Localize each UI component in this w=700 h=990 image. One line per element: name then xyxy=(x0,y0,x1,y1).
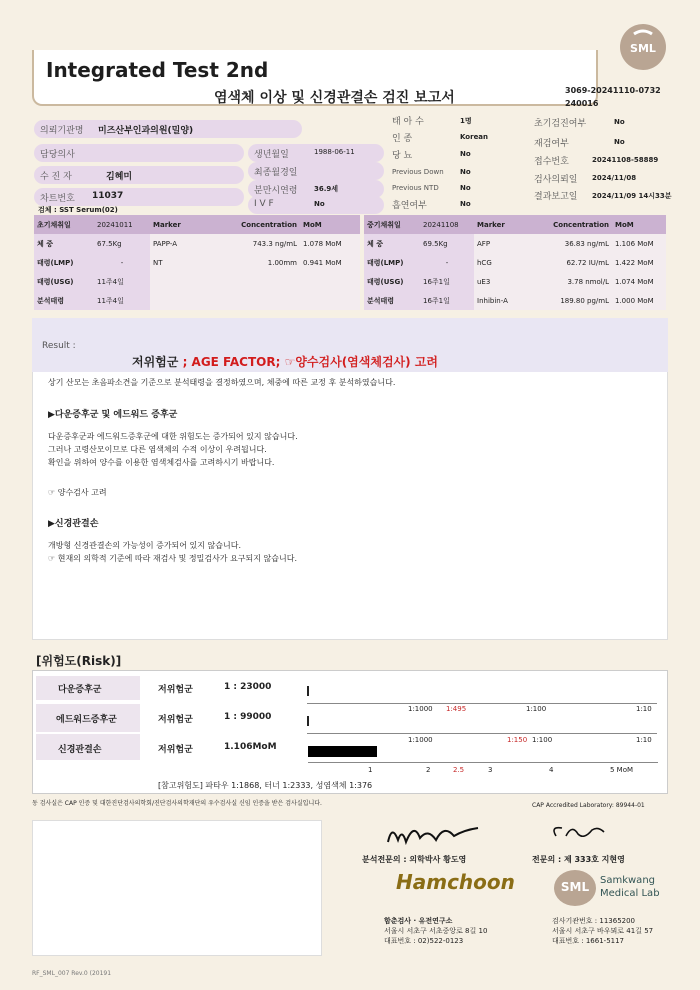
table-cell: NT xyxy=(150,253,210,272)
table-cell: 분석태령 xyxy=(364,291,420,310)
ntd-mom-bar xyxy=(308,746,377,757)
table-cell: 11주4일 xyxy=(94,291,150,310)
hamchoon-logo: Hamchoon xyxy=(396,870,515,894)
table-cell: 1.106 MoM xyxy=(612,234,666,253)
table-cell: 1.00mm xyxy=(210,253,300,272)
signature-specialist xyxy=(548,820,608,848)
scale-tick: 1:100 xyxy=(526,705,547,713)
chart-label: 차트번호 xyxy=(40,194,75,204)
table-cell xyxy=(300,291,360,310)
first-exam-value: No xyxy=(614,118,625,126)
stamp-area xyxy=(32,820,322,956)
first-trimester-header xyxy=(34,215,360,234)
mom-tick: 2 xyxy=(426,766,431,774)
form-code: RF_SML_007 Rev.0 (20191 xyxy=(32,970,112,977)
delivery-age-label: 분만시연령 xyxy=(254,186,298,196)
request-date-value: 2024/11/08 xyxy=(592,174,637,182)
table-row xyxy=(364,291,666,310)
section2-title: ▶신경관결손 xyxy=(48,519,99,529)
mom-tick: 4 xyxy=(549,766,554,774)
scale-tick: 1:1000 xyxy=(408,705,433,713)
sml-footer-logo-text: SML xyxy=(560,880,590,894)
mom-scale-line xyxy=(308,762,658,763)
risk-title: [위험도(Risk)] xyxy=(36,654,122,668)
diabetes-value: No xyxy=(460,150,471,158)
table-cell: uE3 xyxy=(474,272,532,291)
reference-risk: [참고위험도] 파타우 1:1868, 터너 1:2333, 성염색체 1:376 xyxy=(158,781,373,790)
header-cell: MoM xyxy=(615,220,634,229)
final-age-row xyxy=(248,162,384,180)
table-cell: 3.78 nmol/L xyxy=(532,272,612,291)
risk-value: 1 : 99000 xyxy=(224,712,272,722)
recipient-row xyxy=(34,166,244,184)
report-date-value: 2024/11/09 14시33분 xyxy=(592,192,672,200)
lab1-address: 서울시 서초구 서초중앙로 8길 10 xyxy=(384,927,488,935)
table-cell: 11주4일 xyxy=(94,272,150,291)
prev-down-value: No xyxy=(460,168,471,176)
lab2-phone: 대표번호 : 1661-5117 xyxy=(552,937,625,945)
table-row xyxy=(34,234,360,253)
final-age-label: 최종월경일 xyxy=(254,168,298,178)
diabetes-label: 당 뇨 xyxy=(392,151,413,161)
edwards-scale-line xyxy=(307,733,657,734)
header-cell: 중기채취일 xyxy=(367,220,401,229)
table-row xyxy=(364,272,666,291)
sml-footer-name-1: Samkwang xyxy=(600,875,655,886)
table-cell: AFP xyxy=(474,234,532,253)
scale-tick-cutoff: 1:150 xyxy=(507,736,528,744)
hospital-value: 미즈산부인과의원(밀양) xyxy=(98,126,194,136)
risk-name: 다운증후군 xyxy=(58,685,102,695)
result-headline xyxy=(132,353,438,370)
table-cell: 1.422 MoM xyxy=(612,253,666,272)
ivf-row xyxy=(248,196,384,214)
header-cell: 초기채취일 xyxy=(37,220,71,229)
recipient-value: 김혜미 xyxy=(106,172,133,182)
section1-line: 확인을 위하여 양수를 이용한 염색체검사를 고려하시기 바랍니다. xyxy=(48,458,275,467)
lab1-phone: 대표번호 : 02)522-0123 xyxy=(384,937,464,945)
table-cell: - xyxy=(420,253,474,272)
risk-group: 저위험군 xyxy=(158,685,193,695)
table-cell xyxy=(210,272,300,291)
retest-label: 재검여부 xyxy=(534,139,569,149)
table-row xyxy=(34,253,360,272)
fetus-value: 1명 xyxy=(460,117,472,125)
table-cell: 62.72 IU/mL xyxy=(532,253,612,272)
section1-title: ▶다운증후군 및 에드워드 증후군 xyxy=(48,410,178,420)
sml-footer-logo xyxy=(554,870,596,906)
hospital-row xyxy=(34,120,302,138)
dob-value: 1988-06-11 xyxy=(314,148,355,156)
table-row xyxy=(364,234,666,253)
second-trimester-header xyxy=(364,215,666,234)
result-intro: 상기 산모는 초음파소견을 기준으로 분석태령을 결정하였으며, 체중에 따른 교정 후 분석하였습니다. xyxy=(48,378,396,387)
lab2-info xyxy=(552,916,653,946)
document-number-line1: 3069-20241110-0732 xyxy=(565,86,661,95)
result-label: Result : xyxy=(42,341,76,351)
table-cell: 분석태령 xyxy=(34,291,94,310)
table-cell: hCG xyxy=(474,253,532,272)
sml-logo xyxy=(620,24,666,70)
section1-text xyxy=(48,430,298,469)
signature-analyst-image xyxy=(384,820,484,850)
mom-tick-cutoff: 2.5 xyxy=(453,766,465,774)
down-marker xyxy=(307,686,309,696)
result-headline-group: 저위험군 xyxy=(132,355,179,369)
signature-analyst xyxy=(384,820,484,854)
signature-specialist-image xyxy=(548,820,608,844)
table-cell: 태령(LMP) xyxy=(364,253,420,272)
table-cell: Inhibin-A xyxy=(474,291,532,310)
header-cell: Concentration xyxy=(241,220,297,229)
table-cell: 36.83 ng/mL xyxy=(532,234,612,253)
document-subtitle: 염색체 이상 및 신경관결손 검진 보고서 xyxy=(214,90,455,106)
dob-row xyxy=(248,144,384,162)
section1-line: 그러나 고령산모이므로 다른 염색체의 수적 이상이 우려됩니다. xyxy=(48,445,267,454)
table-cell: 67.5Kg xyxy=(94,234,150,253)
header-cell: Concentration xyxy=(553,220,609,229)
second-trimester-table xyxy=(364,215,666,310)
table-cell xyxy=(300,272,360,291)
section2-line: 개방형 신경관결손의 가능성이 증가되어 있지 않습니다. xyxy=(48,541,241,550)
risk-group: 저위험군 xyxy=(158,745,193,755)
ivf-label: I V F xyxy=(254,199,274,209)
receipt-label: 접수번호 xyxy=(534,157,569,167)
table-cell: 16주1일 xyxy=(420,291,474,310)
scale-tick-cutoff: 1:495 xyxy=(446,705,467,713)
first-exam-label: 초기검진여부 xyxy=(534,119,587,129)
header-cell: 20241108 xyxy=(423,220,459,229)
lab2-address: 서울시 서초구 바우뫼로 41길 57 xyxy=(552,927,654,935)
header-cell: Marker xyxy=(153,220,181,229)
specialist-name: 전문의 : 제 333호 지현영 xyxy=(532,855,625,864)
first-trimester-table xyxy=(34,215,360,310)
risk-name: 신경관결손 xyxy=(58,745,102,755)
table-cell xyxy=(150,272,210,291)
dob-label: 생년월일 xyxy=(254,150,289,160)
accreditation-text: 동 검사실은 CAP 인증 및 대한진단검사의학회/진단검사의학재단의 우수검사실 신임 인증을 받은 검사실입니다. xyxy=(32,800,322,807)
prev-ntd-value: No xyxy=(460,184,471,192)
header-cell: Marker xyxy=(477,220,505,229)
section1-line: 다운증후군과 에드워드증후군에 대한 위험도는 증가되어 있지 않습니다. xyxy=(48,432,298,441)
smoking-value: No xyxy=(460,200,471,208)
table-row xyxy=(34,272,360,291)
table-cell: 태령(USG) xyxy=(34,272,94,291)
doctor-row xyxy=(34,144,244,162)
specimen-text: 검체 : SST Serum(02) xyxy=(38,206,118,214)
sml-footer-name-2: Medical Lab xyxy=(600,888,660,899)
mom-tick: 3 xyxy=(488,766,493,774)
table-cell: 1.074 MoM xyxy=(612,272,666,291)
doctor-label: 담당의사 xyxy=(40,150,75,160)
delivery-age-value: 36.9세 xyxy=(314,185,339,193)
table-cell: 16주1일 xyxy=(420,272,474,291)
recipient-label: 수 진 자 xyxy=(40,172,72,182)
edwards-marker xyxy=(307,716,309,726)
smoking-label: 흡연여부 xyxy=(392,201,427,211)
table-cell: 태령(USG) xyxy=(364,272,420,291)
table-cell: 743.3 ng/mL xyxy=(210,234,300,253)
cap-number: CAP Accredited Laboratory: 89944-01 xyxy=(532,802,645,809)
scale-tick: 1:1000 xyxy=(408,736,433,744)
race-value: Korean xyxy=(460,133,489,141)
report-date-label: 결과보고일 xyxy=(534,192,578,202)
receipt-value: 20241108-58889 xyxy=(592,156,659,164)
down-scale-line xyxy=(307,703,657,704)
lab1-info xyxy=(384,916,487,946)
analyst-name: 분석전문의 : 의학박사 황도영 xyxy=(362,855,467,864)
mom-tick: 5 MoM xyxy=(610,766,634,774)
ivf-value: No xyxy=(314,200,325,208)
chart-row xyxy=(34,188,244,206)
table-cell: 69.5Kg xyxy=(420,234,474,253)
header-cell: 20241011 xyxy=(97,220,133,229)
table-cell: 태령(LMP) xyxy=(34,253,94,272)
table-cell xyxy=(210,291,300,310)
fetus-label: 태 아 수 xyxy=(392,117,424,127)
risk-group: 저위험군 xyxy=(158,715,193,725)
table-cell: 체 중 xyxy=(34,234,94,253)
risk-value: 1 : 23000 xyxy=(224,682,272,692)
header-cell: MoM xyxy=(303,220,322,229)
hospital-label: 의뢰기관명 xyxy=(40,126,84,136)
risk-value: 1.106MoM xyxy=(224,742,277,752)
race-label: 인 종 xyxy=(392,134,413,144)
table-cell xyxy=(150,291,210,310)
request-date-label: 검사의뢰일 xyxy=(534,175,578,185)
table-cell: 1.000 MoM xyxy=(612,291,666,310)
sml-logo-text: SML xyxy=(630,42,656,55)
prev-ntd-label: Previous NTD xyxy=(392,184,439,192)
result-headline-detail: ; AGE FACTOR; ☞양수검사(염색체검사) 고려 xyxy=(182,355,438,369)
table-cell: 체 중 xyxy=(364,234,420,253)
table-cell: 1.078 MoM xyxy=(300,234,360,253)
lab2-registration: 검사기관번호 : 11365200 xyxy=(552,917,636,925)
amnio-note: ☞ 양수검사 고려 xyxy=(48,488,107,497)
section2-line: ☞ 현재의 의학적 기준에 따라 재검사 및 정밀검사가 요구되지 않습니다. xyxy=(48,554,297,563)
scale-tick: 1:10 xyxy=(636,705,652,713)
table-row xyxy=(364,253,666,272)
scale-tick: 1:100 xyxy=(532,736,553,744)
table-cell: - xyxy=(94,253,150,272)
retest-value: No xyxy=(614,138,625,146)
table-cell: PAPP-A xyxy=(150,234,210,253)
scale-tick: 1:10 xyxy=(636,736,652,744)
table-cell: 189.80 pg/mL xyxy=(532,291,612,310)
table-cell: 0.941 MoM xyxy=(300,253,360,272)
document-title: Integrated Test 2nd xyxy=(46,58,269,82)
lab1-name: 함춘검사 · 유전연구소 xyxy=(384,917,453,925)
section2-text xyxy=(48,539,297,565)
mom-tick: 1 xyxy=(368,766,373,774)
chart-value: 11037 xyxy=(92,191,124,201)
document-number-line2: 240016 xyxy=(565,99,599,108)
document-number xyxy=(565,84,661,110)
risk-name: 에드워드증후군 xyxy=(56,715,117,725)
prev-down-label: Previous Down xyxy=(392,168,444,176)
table-row xyxy=(34,291,360,310)
